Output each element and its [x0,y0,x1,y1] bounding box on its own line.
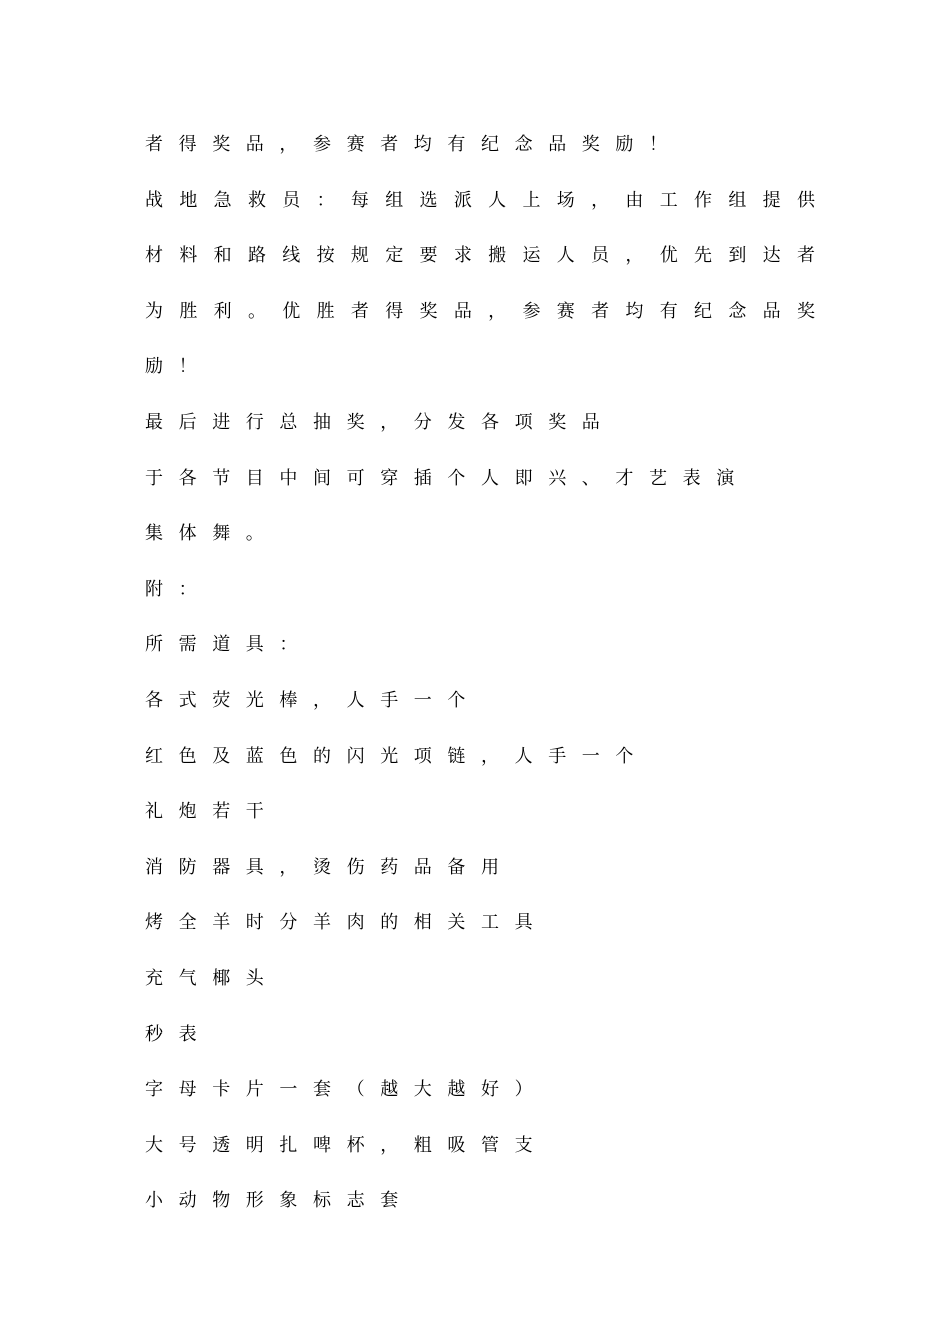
text-line: 小动物形象标志套 [145,1190,414,1212]
document-body [145,127,815,1239]
text-line: 秒表 [145,1023,213,1045]
text-line: 所需道具： [145,634,313,656]
text-line: 礼炮若干 [145,801,280,823]
text-line: 励！ [145,356,213,378]
text-line: 烤全羊时分羊肉的相关工具 [145,912,549,934]
text-line: 附： [145,578,213,600]
text-line: 者得奖品，参赛者均有纪念品奖励！ [145,134,683,155]
text-line: 红色及蓝色的闪光项链，人手一个 [145,745,649,767]
text-line: 最后进行总抽奖，分发各项奖品 [145,411,616,433]
text-line: 大号透明扎啤杯，粗吸管支 [145,1134,549,1156]
text-line: 战地急救员：每组选派人上场，由工作组提供 [145,189,815,211]
text-line: 为胜利。优胜者得奖品，参赛者均有纪念品奖 [145,300,815,322]
text-line: 字母卡片一套（越大越好） [145,1079,549,1101]
text-line: 于各节目中间可穿插个人即兴、才艺表演 [145,467,750,489]
text-line: 各式荧光棒，人手一个 [145,689,481,711]
text-line: 充气椰头 [145,967,280,989]
text-line: 集体舞。 [145,523,280,545]
text-line: 消防器具，烫伤药品备用 [145,856,515,878]
text-line: 材料和路线按规定要求搬运人员，优先到达者 [145,245,815,267]
